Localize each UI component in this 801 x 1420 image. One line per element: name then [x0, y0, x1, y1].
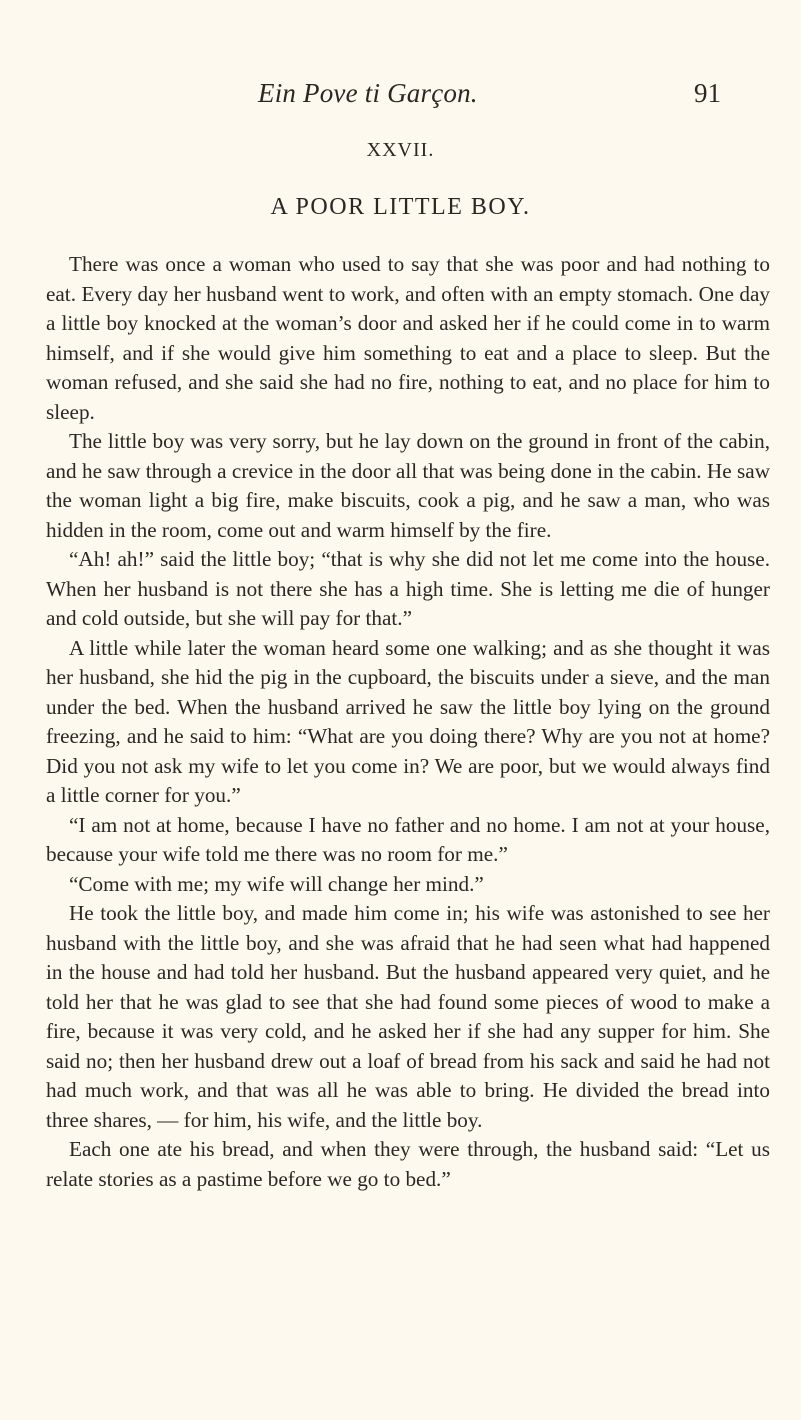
paragraph: There was once a woman who used to say that she was poor and had nothing to eat. Every day her husband went to work, and often with an empty stomach. One day a little boy knocked at the woman’s door and asked her if he could come in to warm himself, and if she would give him something to eat and a place to sleep. But the woman refused, and she said she had no fire, nothing to eat, and no place for him to sleep. — [46, 252, 770, 424]
paragraph: He took the little boy, and made him come in; his wife was astonished to see her husband with the little boy, and she was afraid that he had seen what had happened in the house and had told her husband. But the husband appeared very quiet, and he told her that he was glad to see that she had found some pieces of wood to make a fire, because it was very cold, and he asked her if she had any supper for him. She said no; then her husband drew out a loaf of bread from his sack and said he had not had much work, and that was all he was able to bring. He divided the bread into three shares, — for him, his wife, and the little boy. — [46, 901, 770, 1132]
paragraph: A little while later the woman heard some one walking; and as she thought it was her husband, she hid the pig in the cupboard, the biscuits under a sieve, and the man under the bed. When the husband arrived he saw the little boy lying on the ground freezing, and he said to him: “What are you doing there? Why are you not at home? Did you not ask my wife to let you come in? We are poor, but we would always find a little corner for you.” — [46, 635, 770, 807]
paragraph: Each one ate his bread, and when they were through, the husband said: “Let us relate stories as a pastime before we go to bed.” — [46, 1137, 770, 1191]
running-head-title: Ein Pove ti Garçon. — [258, 78, 478, 108]
chapter-number: XXVII. — [366, 139, 435, 161]
chapter-title: A POOR LITTLE BOY. — [270, 194, 531, 220]
paragraph: “I am not at home, because I have no father and no home. I am not at your house, because your wife told me there was no room for me.” — [46, 812, 770, 866]
paragraph: The little boy was very sorry, but he lay down on the ground in front of the cabin, and he saw through a crevice in the door all that was being done in the cabin. He saw the woman light a big fire, make biscuits, cook a pig, and he saw a man, who was hidden in the room, come out and warm himself by the fire. — [46, 429, 770, 542]
paragraph: “Ah! ah!” said the little boy; “that is why she did not let me come into the house. When her husband is not there she has a high time. She is letting me die of hunger and cold outside, but she will pay for that.” — [46, 547, 770, 630]
body-text — [46, 250, 770, 1194]
page-number: 91 — [694, 78, 721, 108]
paragraph: “Come with me; my wife will change her mind.” — [69, 871, 484, 896]
